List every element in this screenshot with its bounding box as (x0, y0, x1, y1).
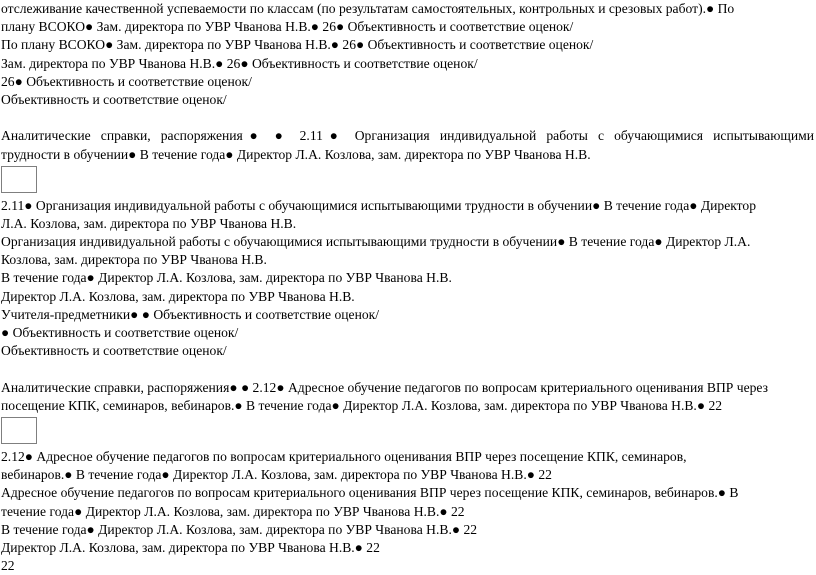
text-line: трудности в обучении● В течение года● Директор Л.А. Козлова, зам. директора по УВР Чванова Н.В. (1, 146, 591, 162)
text-line: По плану ВСОКО● Зам. директора по УВР Чванова Н.В.● 26● Объективность и соответствие оценок/ (1, 37, 594, 53)
text-line: ● Объективность и соответствие оценок/ (1, 325, 239, 340)
text-line: Зам. директора по УВР Чванова Н.В.● 26● Объективность и соответствие оценок/ (1, 55, 478, 71)
text-line: Организация индивидуальной работы с обучающимися испытывающими трудности в обучении● В течение года● Директор Л.А. (1, 234, 751, 250)
text-line: В течение года● Директор Л.А. Козлова, зам. директора по УВР Чванова Н.В.● 22 (1, 521, 478, 537)
image-placeholder-box (1, 417, 37, 444)
text-line: 2.11● Организация индивидуальной работы с обучающимися испытывающими трудности в обучении● В течение года● Директор (1, 197, 757, 213)
text-line: В течение года● Директор Л.А. Козлова, зам. директора по УВР Чванова Н.В. (1, 270, 452, 286)
text-line: Аналитические справки, распоряжения● ● 2.12● Адресное обучение педагогов по вопросам критериального оценивания ВПР через (1, 379, 768, 395)
text-line: 2.12● Адресное обучение педагогов по вопросам критериального оценивания ВПР через посещение КПК, семинаров, (1, 448, 687, 464)
text-line: Адресное обучение педагогов по вопросам критериального оценивания ВПР через посещение КПК, семинаров, вебинаров.● В (1, 485, 739, 501)
paragraph-analytics-2-12 (1, 379, 814, 415)
text-line: Объективность и соответствие оценок/ (1, 343, 227, 359)
image-placeholder-box (1, 166, 37, 193)
text-line: течение года● Директор Л.А. Козлова, зам. директора по УВР Чванова Н.В.● 22 (1, 503, 465, 519)
paragraph-analytics-2-11 (1, 127, 814, 163)
paragraph-2-11 (1, 197, 814, 361)
text-line: Директор Л.А. Козлова, зам. директора по УВР Чванова Н.В.● 22 (1, 539, 380, 555)
text-line: посещение КПК, семинаров, вебинаров.● В течение года● Директор Л.А. Козлова, зам. директора по УВР Чванова Н.В.● 22 (1, 397, 723, 413)
text-line: 26● Объективность и соответствие оценок/ (1, 73, 252, 89)
blank-line (1, 360, 814, 378)
text-line: 22 (1, 558, 15, 574)
text-line: Объективность и соответствие оценок/ (1, 91, 227, 107)
text-line: Л.А. Козлова, зам. директора по УВР Чванова Н.В. (1, 215, 297, 231)
paragraph-2-12 (1, 448, 814, 575)
text-line: Учителя-предметники● ● Объективность и соответствие оценок/ (1, 306, 380, 322)
paragraph-vsoko (1, 0, 814, 109)
text-line: Директор Л.А. Козлова, зам. директора по УВР Чванова Н.В. (1, 288, 355, 304)
text-line-justified: Аналитические справки, распоряжения● ● 2.11● Организация индивидуальной работы с обучающимися испытывающими (1, 128, 814, 144)
text-line: Козлова, зам. директора по УВР Чванова Н.В. (1, 252, 267, 268)
blank-line (1, 109, 814, 127)
text-line: отслеживание качественной успеваемости по классам (по результатам самостоятельных, контрольных и срезовых работ).● По (1, 1, 735, 16)
text-line: плану ВСОКО● Зам. директора по УВР Чванова Н.В.● 26● Объективность и соответствие оценок/ (1, 19, 574, 35)
text-line: вебинаров.● В течение года● Директор Л.А. Козлова, зам. директора по УВР Чванова Н.В.● 22 (1, 467, 552, 483)
